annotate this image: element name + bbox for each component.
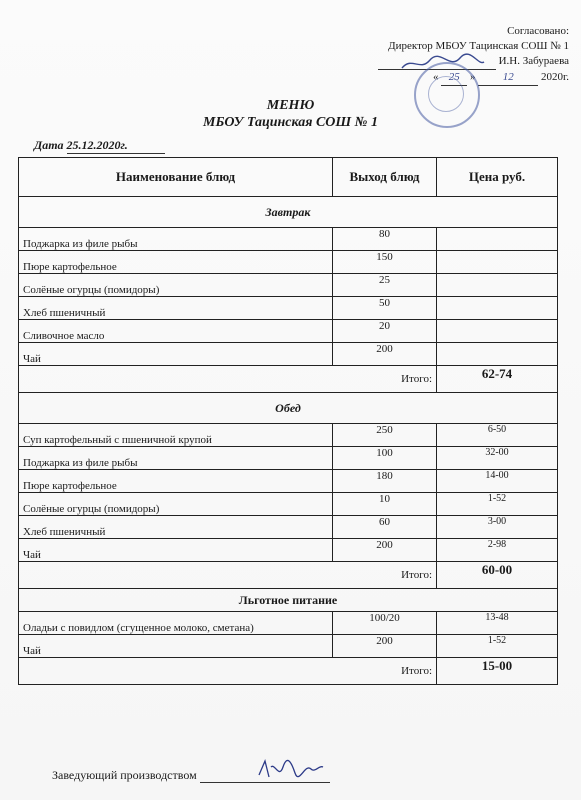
table-row: [19, 251, 558, 274]
dish-portion: 200: [333, 343, 437, 366]
total-value: 60-00: [437, 562, 558, 589]
dish-name: Поджарка из филе рыбы: [19, 447, 333, 470]
manager-signature-icon: [255, 755, 325, 783]
section-breakfast: [19, 197, 558, 228]
approval-month: 12: [478, 70, 538, 86]
dish-name: Хлеб пшеничный: [19, 516, 333, 539]
approval-quote-open: «: [432, 71, 439, 83]
table-row: [19, 274, 558, 297]
table-row: [19, 539, 558, 562]
header-price: Цена руб.: [437, 158, 558, 197]
section-title: Завтрак: [19, 197, 558, 228]
total-value: 15-00: [437, 658, 558, 685]
dish-portion: 20: [333, 320, 437, 343]
dish-name: Чай: [19, 635, 333, 658]
table-row: [19, 228, 558, 251]
dish-name: Солёные огурцы (помидоры): [19, 493, 333, 516]
dish-portion: 180: [333, 470, 437, 493]
total-label: Итого:: [19, 562, 437, 589]
section-title: Обед: [19, 393, 558, 424]
dish-name: Пюре картофельное: [19, 251, 333, 274]
dish-price: 1-52: [437, 493, 558, 516]
dish-name: Солёные огурцы (помидоры): [19, 274, 333, 297]
dish-portion: 80: [333, 228, 437, 251]
section-lunch: [19, 393, 558, 424]
dish-price: [437, 251, 558, 274]
menu-table: [18, 157, 558, 685]
dish-portion: 200: [333, 635, 437, 658]
dish-name: Оладьи с повидлом (сгущенное молоко, сметана): [19, 612, 333, 635]
dish-name: Чай: [19, 539, 333, 562]
footer-label: Заведующий производством: [52, 768, 197, 782]
table-row: [19, 447, 558, 470]
header-portion: Выход блюд: [333, 158, 437, 197]
section-subsidized: [19, 589, 558, 612]
table-row: [19, 297, 558, 320]
dish-name: Пюре картофельное: [19, 470, 333, 493]
table-header-row: [19, 158, 558, 197]
dish-name: Сливочное масло: [19, 320, 333, 343]
total-label: Итого:: [19, 658, 437, 685]
dish-price: 32-00: [437, 447, 558, 470]
header-dish-name: Наименование блюд: [19, 158, 333, 197]
dish-price: 14-00: [437, 470, 558, 493]
table-row: [19, 635, 558, 658]
dish-price: [437, 320, 558, 343]
menu-title: МЕНЮ: [266, 98, 315, 113]
table-row: [19, 424, 558, 447]
total-row: [19, 658, 558, 685]
approval-heading: Согласовано:: [507, 25, 569, 37]
dish-price: [437, 228, 558, 251]
dish-portion: 50: [333, 297, 437, 320]
dish-name: Чай: [19, 343, 333, 366]
section-title: Льготное питание: [19, 589, 558, 612]
dish-price: [437, 343, 558, 366]
total-value: 62-74: [437, 366, 558, 393]
table-row: [19, 470, 558, 493]
approval-year: 2020г.: [540, 71, 569, 83]
dish-portion: 150: [333, 251, 437, 274]
dish-portion: 200: [333, 539, 437, 562]
total-row: [19, 562, 558, 589]
dish-price: 3-00: [437, 516, 558, 539]
dish-portion: 10: [333, 493, 437, 516]
total-label: Итого:: [19, 366, 437, 393]
approval-day: 25: [441, 70, 467, 86]
table-row: [19, 493, 558, 516]
approval-name: И.Н. Забураева: [498, 55, 569, 67]
dish-price: 13-48: [437, 612, 558, 635]
menu-date: [34, 138, 165, 154]
table-row: [19, 320, 558, 343]
dish-price: [437, 297, 558, 320]
table-row: [19, 343, 558, 366]
date-value: 25.12.2020г.: [67, 138, 165, 154]
dish-portion: 60: [333, 516, 437, 539]
approval-quote-close: »: [469, 71, 476, 83]
dish-name: Хлеб пшеничный: [19, 297, 333, 320]
director-signature-icon: [398, 52, 488, 74]
dish-price: 1-52: [437, 635, 558, 658]
dish-name: Поджарка из филе рыбы: [19, 228, 333, 251]
approval-director: Директор МБОУ Тацинская СОШ № 1: [388, 40, 569, 52]
dish-portion: 100: [333, 447, 437, 470]
dish-portion: 100/20: [333, 612, 437, 635]
dish-price: 6-50: [437, 424, 558, 447]
table-row: [19, 612, 558, 635]
date-label: Дата: [34, 138, 64, 152]
dish-portion: 250: [333, 424, 437, 447]
total-row: [19, 366, 558, 393]
table-row: [19, 516, 558, 539]
dish-price: 2-98: [437, 539, 558, 562]
school-title: МБОУ Тацинская СОШ № 1: [203, 115, 378, 130]
dish-price: [437, 274, 558, 297]
dish-portion: 25: [333, 274, 437, 297]
dish-name: Суп картофельный с пшеничной крупой: [19, 424, 333, 447]
